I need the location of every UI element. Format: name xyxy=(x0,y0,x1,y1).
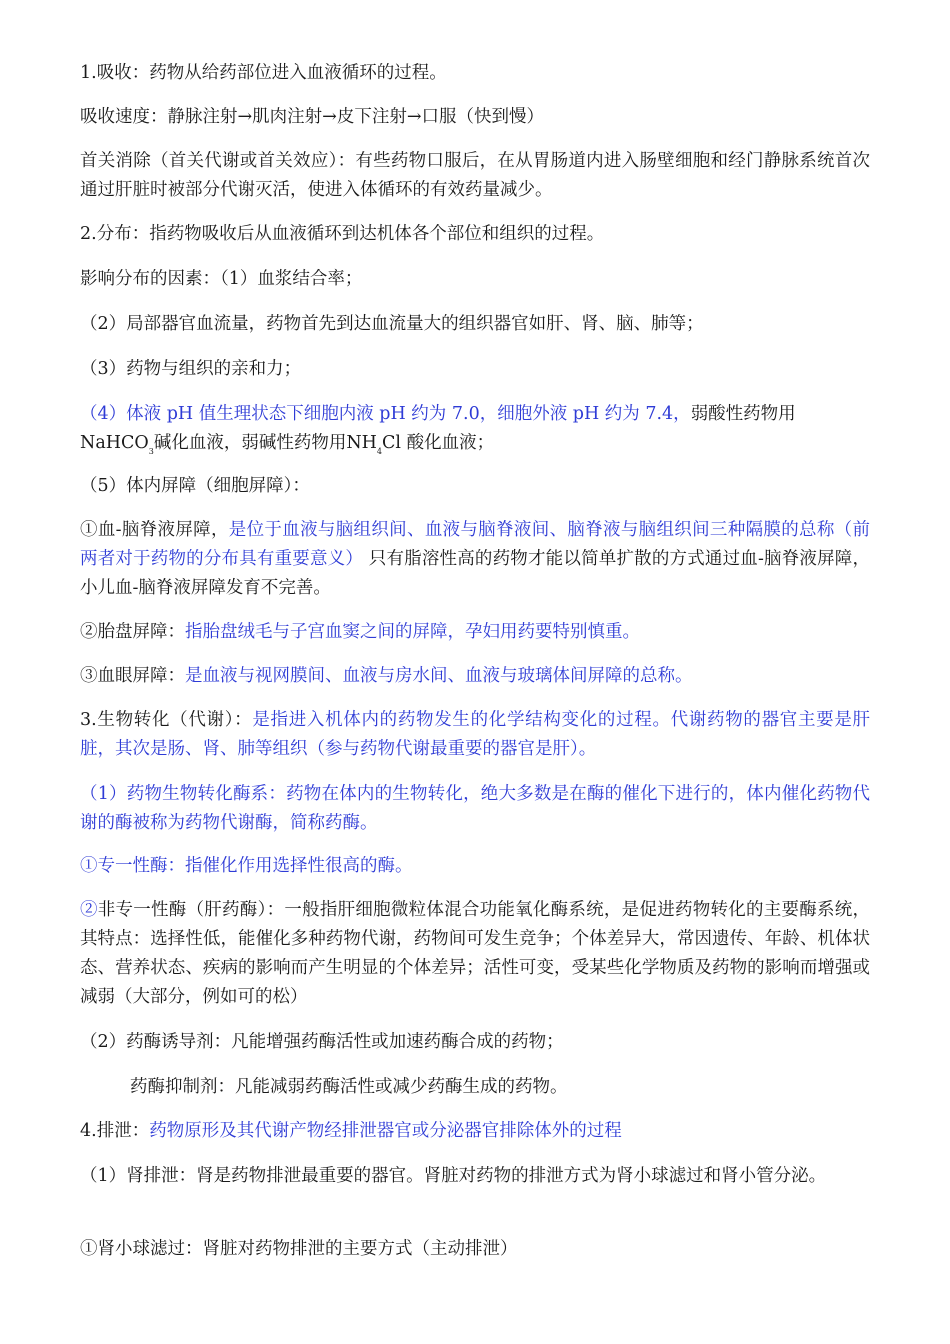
enzyme-system xyxy=(80,780,870,838)
eye-label: ③血眼屏障： xyxy=(80,666,185,686)
distribution-factor-3: （3）药物与组织的亲和力； xyxy=(80,359,302,379)
biotransformation-label: 3.生物转化（代谢）： xyxy=(80,710,253,730)
biotransformation-definition: 是指进入机体内的药物发生的化学结构变化的过程。代谢药物的器官主要是肝脏，其次是肠、肾、肺等组织（参与药物代谢最重要的器官是肝）。 xyxy=(80,710,871,759)
distribution-factor-2: （2）局部器官血流量，药物首先到达血流量大的组织器官如肝、肾、脑、肺等； xyxy=(80,314,704,334)
bbb-note: 只有脂溶性高的药物才能以简单扩散的方式通过血-脑脊液屏障，小儿血-脑脊液屏障发育不完善。 xyxy=(80,549,870,598)
placental-definition: 指胎盘绒毛与子宫血窦之间的屏障，孕妇用药要特别慎重。 xyxy=(185,622,640,642)
enzyme-system-label: （1）药物生物转化酶系： xyxy=(80,784,287,804)
enzyme-inducer: （2）药酶诱导剂：凡能增强药酶活性或加速药酶合成的药物； xyxy=(80,1032,564,1052)
biotransformation-heading xyxy=(80,706,870,764)
excretion-heading xyxy=(80,1117,870,1146)
blood-eye-barrier xyxy=(80,662,870,691)
blood-brain-barrier xyxy=(80,516,870,603)
nahco-formula: NaHCO xyxy=(80,433,149,453)
excretion-label: 4.排泄： xyxy=(80,1121,150,1141)
ph-text: （4）体液 pH 值生理状态下细胞内液 pH 约为 7.0，细胞外液 pH 约为 7.4， xyxy=(80,404,691,424)
bbb-label: ①血-脑脊液屏障， xyxy=(80,520,229,540)
placental-label: ②胎盘屏障： xyxy=(80,622,185,642)
bbb-definition: 是位于血液与脑组织间、血液与脑脊液间、脑脊液与脑组织间三种隔膜的总称（前两者对于药物的分布具有重要意义） xyxy=(80,520,870,569)
distribution-heading: 2.分布：指药物吸收后从血液循环到达机体各个部位和组织的过程。 xyxy=(80,224,605,244)
placental-barrier xyxy=(80,618,870,647)
enzyme-system-definition: 药物在体内的生物转化，绝大多数是在酶的催化下进行的，体内催化药物代谢的酶被称为药物代谢酶，简称药酶。 xyxy=(80,784,871,833)
renal-excretion: （1）肾排泄：肾是药物排泄最重要的器官。肾脏对药物的排泄方式为肾小球滤过和肾小管分泌。 xyxy=(80,1166,827,1186)
alkalize-text: 碱化血液，弱碱性药物用 xyxy=(153,433,347,453)
distribution-factor-4 xyxy=(80,400,870,466)
nonspecific-marker: ② xyxy=(80,900,98,920)
first-pass-elimination: 首关消除（首关代谢或首关效应）：有些药物口服后，在从胃肠道内进入肠壁细胞和经门静脉系统首次通过肝脏时被部分代谢灭活，使进入体循环的有效药量减少。 xyxy=(80,151,870,200)
absorption-heading: 1.吸收：药物从给药部位进入血液循环的过程。 xyxy=(80,63,447,83)
enzyme-inhibitor: 药酶抑制剂：凡能减弱药酶活性或减少药酶生成的药物。 xyxy=(130,1077,568,1097)
nonspecific-enzyme xyxy=(80,896,870,1012)
distribution-factor-1: 影响分布的因素：（1）血浆结合率； xyxy=(80,269,363,289)
distribution-factor-5: （5）体内屏障（细胞屏障）： xyxy=(80,476,310,496)
acidify-text: Cl 酸化血液； xyxy=(382,433,495,453)
eye-definition: 是血液与视网膜间、血液与房水间、血液与玻璃体间屏障的总称。 xyxy=(185,666,693,686)
acid-drug-text: 弱酸性药物用 xyxy=(690,404,796,424)
glomerular-filtration: ①肾小球滤过：肾脏对药物排泄的主要方式（主动排泄） xyxy=(80,1239,518,1259)
nonspecific-definition: 非专一性酶（肝药酶）：一般指肝细胞微粒体混合功能氧化酶系统，是促进药物转化的主要酶系统，其特点：选择性低，能催化多种药物代谢，药物间可发生竞争；个体差异大，常因遗传、年龄、机体状态、营养状态、疾病的影响而产生明显的个体差异；活性可变，受某些化学物质及药物的影响而增强或减弱（大部分，例如可的松） xyxy=(80,900,871,1007)
nh-formula: NH xyxy=(346,433,377,453)
absorption-speed: 吸收速度：静脉注射→肌肉注射→皮下注射→口服（快到慢） xyxy=(80,107,544,127)
nahco-subscript: 3 xyxy=(148,447,154,456)
excretion-definition: 药物原形及其代谢产物经排泄器官或分泌器官排除体外的过程 xyxy=(149,1121,622,1141)
nh-subscript: 4 xyxy=(376,447,383,456)
specific-enzyme: ①专一性酶：指催化作用选择性很高的酶。 xyxy=(80,856,413,876)
